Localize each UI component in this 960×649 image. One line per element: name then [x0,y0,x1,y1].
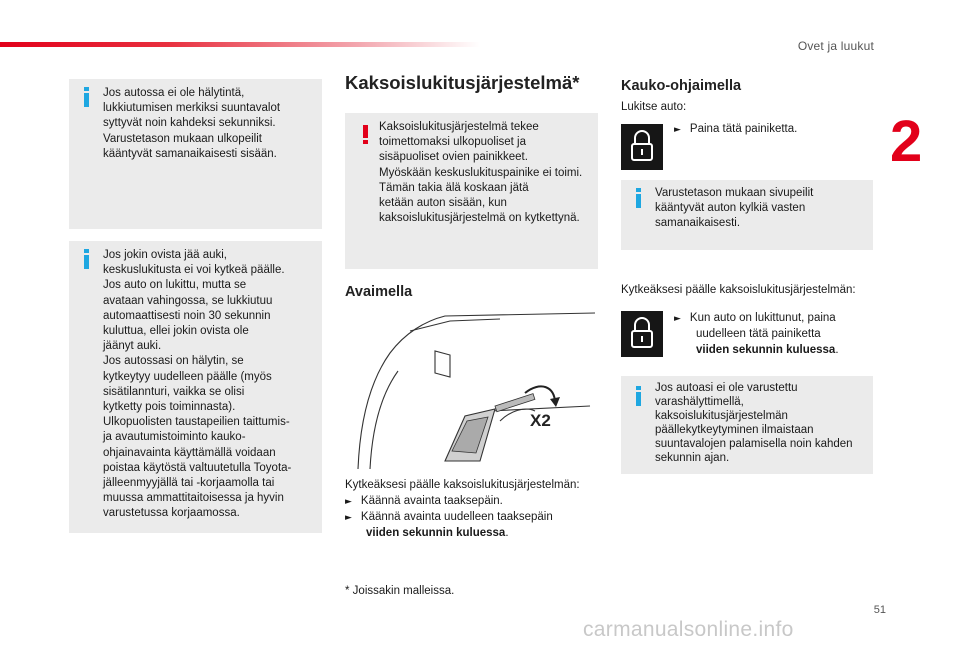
remote-step-1: ► Kun auto on lukittunut, paina [674,312,836,324]
step-2: ► Käännä avainta uudelleen taaksepäin [345,511,553,523]
lock-car-label: Lukitse auto: [621,101,687,113]
key-illustration [350,311,595,471]
remote-step-1-cont: uudelleen tätä painiketta [696,328,821,340]
watermark: carmanualsonline.info [583,618,794,641]
chapter-number: 2 [890,109,923,174]
info-box-doors [69,241,322,533]
press-button-step: ► Paina tätä painiketta. [674,123,798,135]
lock-button-image [621,124,663,170]
arrow-bullet-icon: ► [345,513,352,523]
mirror [435,351,450,377]
subtitle-key: Avaimella [345,284,413,300]
info-icon [635,386,643,406]
info-text: Varustetason mukaan sivupeilit kääntyvät auton kylkiä vasten samanaikaisesti. [655,187,814,230]
step-1: ► Käännä avainta taaksepäin. [345,495,503,507]
footnote: * Joissakin malleissa. [345,585,455,597]
arrow-bullet-icon: ► [674,125,681,135]
warning-icon [363,125,369,144]
info-icon [83,249,91,269]
page-title: Kaksoislukitusjärjestelmä* [345,72,580,93]
arrow-bullet-icon: ► [674,314,681,324]
page-number: 51 [873,604,886,616]
info-text: Jos jokin ovista jää auki, keskuslukitusta ei voi kytkeä päälle. Jos auto on lukittu, mutta se avataan vahingossa, se lukkiutuu automaattisesti noin 30 sekunnin kuluttua, ellei jokin ovista ole jäänyt auki. Jos autossasi on hälytin, se kytkeytyy uudelleen päälle (myös sisätilannturi, vaikka se olisi kytketty pois toiminnasta). Ulkopuolisten taustapeilien taittumis- ja avautumistoiminto kauko- ohjainavainta käyttämällä voidaan poistaa käytöstä valtuutetulla Toyota- jälleenmyyjällä tai -korjaamolla tai muussa ammattitaitoisessa ja hyvin varustetussa korjaamossa. [103,249,292,520]
lock-icon [621,311,663,357]
info-box-alarm [621,376,873,474]
warning-text: Kaksoislukitusjärjestelmä tekee toimettomaksi ulkopuoliset ja sisäpuoliset ovien painikkeet. Myöskään keskuslukituspainike ei toimi. Tämän takia älä koskaan jätä ketään auton sisään, kun kaksoislukitusjärjestelmä on kytkettynä. [379,121,583,225]
warning-box [345,113,598,269]
remote-step-1-cont2: viiden sekunnin kuluessa. [696,344,839,356]
info-text: Jos autoasi ei ole varustettu varashälyttimellä, kaksoislukitusjärjestelmän päällekytkeytyminen ilmaistaan suuntavalojen palamisella noin kahden sekunnin ajan. [655,382,853,464]
window-edge [410,319,500,331]
lock-button-image [621,311,663,357]
info-text: Jos autossa ei ole hälytintä, lukkiutumisen merkiksi suuntavalot syttyvät noin kahdeksi sekunniksi. Varustetason mukaan ulkopeilit kääntyvät samanaikaisesti sisään. [103,87,281,160]
double-lock-intro-key: Kytkeäksesi päälle kaksoislukitusjärjestelmän: [345,479,580,491]
lock-icon [621,124,663,170]
double-lock-intro-remote: Kytkeäksesi päälle kaksoislukitusjärjestelmän: [621,284,856,296]
step-2-cont: viiden sekunnin kuluessa. [366,527,509,539]
header-accent-bar [0,42,480,47]
info-box-mirrors [621,180,873,250]
key-fob [445,394,535,461]
info-icon [83,87,91,107]
x2-label: X2 [530,411,551,430]
arrow-bullet-icon: ► [345,497,352,507]
turn-arrow-head [550,397,560,407]
info-box-lighting [69,79,322,229]
info-icon [635,188,643,208]
wheel-arch [370,371,398,469]
subtitle-remote: Kauko-ohjaimella [621,78,742,94]
section-title: Ovet ja luukut [797,39,874,53]
